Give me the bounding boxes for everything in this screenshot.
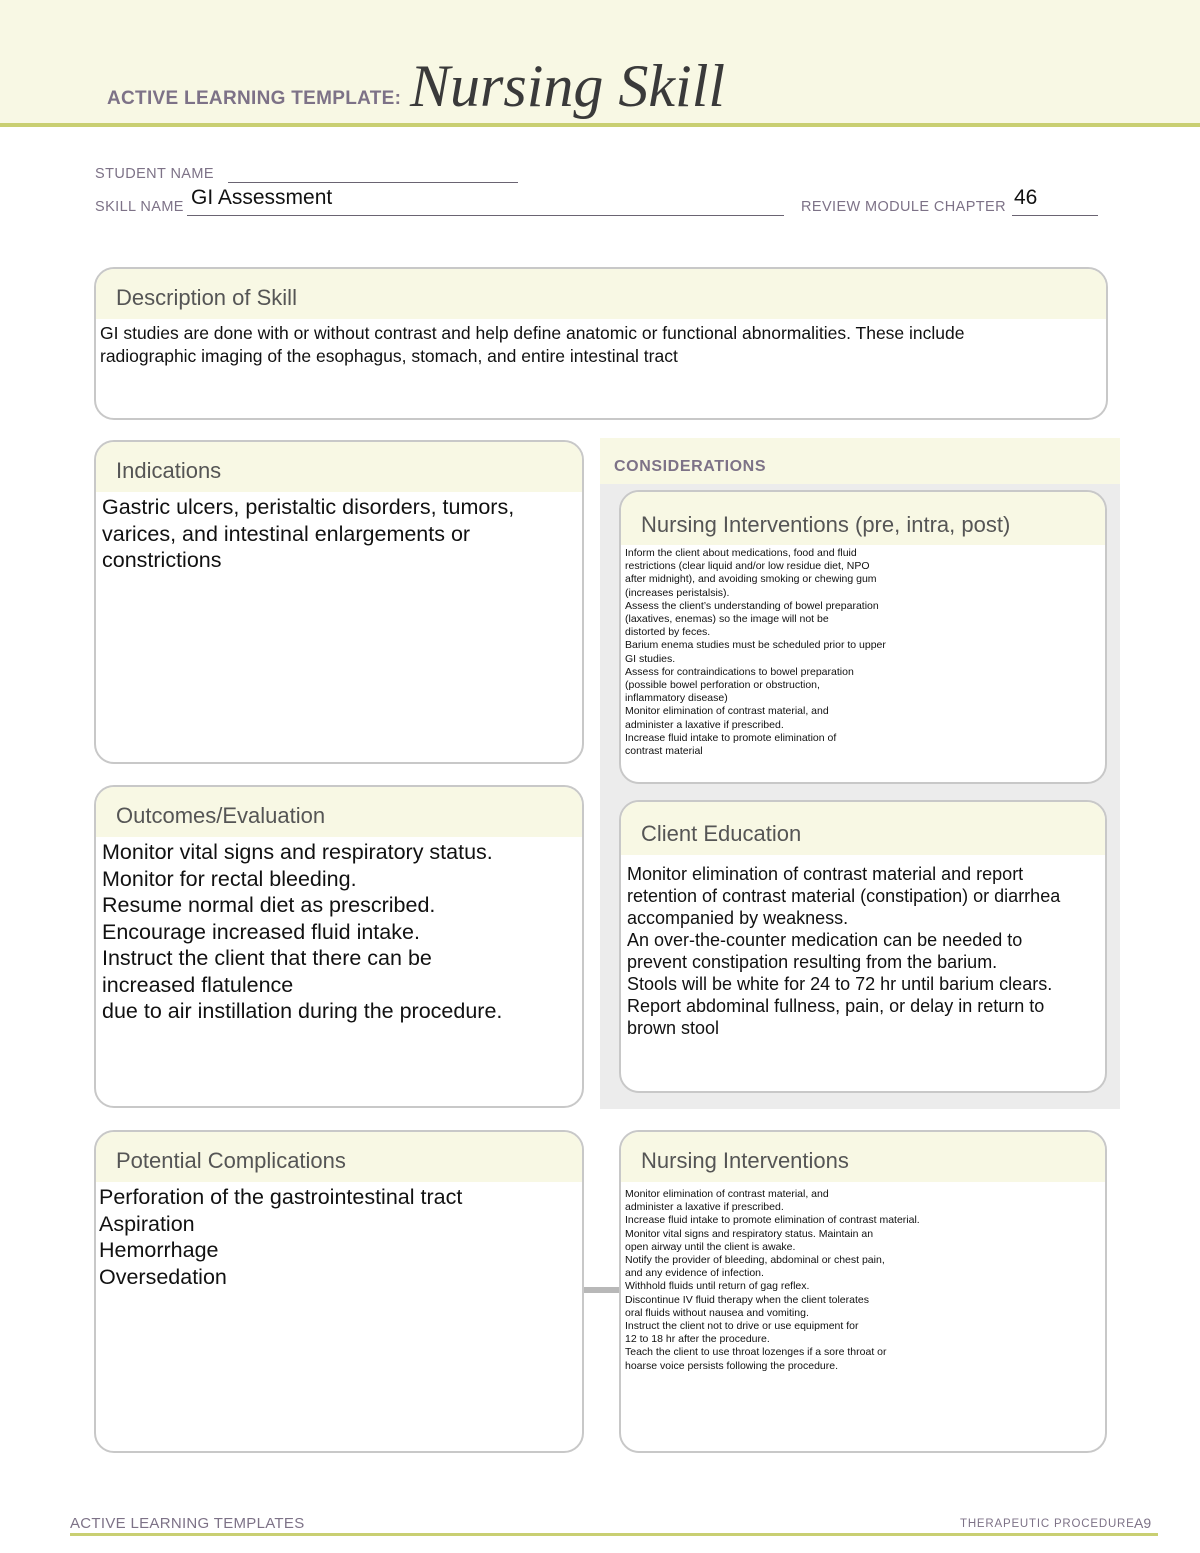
nursing-interventions-pip-box <box>619 490 1107 784</box>
client-education-box <box>619 800 1107 1093</box>
nursing-interventions-box <box>619 1130 1107 1453</box>
footer-right-label: THERAPEUTIC PROCEDURE <box>960 1518 1135 1530</box>
student-name-label: STUDENT NAME <box>95 166 214 182</box>
nursing-interventions-pip-text[interactable]: Inform the client about medications, food and fluid restrictions (clear liquid and/or low residue diet, NPO after midnight), and avoiding smoking or chewing gum (increases peristalsis). Assess the client’s understanding of bowel preparation (laxatives, enemas) so the image will not be distorted by feces. Barium enema studies must be scheduled prior to upper GI studies. Assess for contraindications to bowel preparation (possible bowel perforation or obstruction, inflammatory disease) Monitor elimination of contrast material, and administer a laxative if prescribed. Increase fluid intake to promote elimination of contrast material <box>625 547 886 758</box>
student-name-field[interactable] <box>228 166 518 183</box>
complications-text[interactable]: Perforation of the gastrointestinal tract Aspiration Hemorrhage Oversedation <box>99 1185 463 1289</box>
description-heading: Description of Skill <box>96 269 1106 319</box>
considerations-heading: CONSIDERATIONS <box>614 458 767 475</box>
client-education-text[interactable]: Monitor elimination of contrast material and report retention of contrast material (constipation) or diarrhea accompanied by weakness. An over-the-counter medication can be needed to prevent constipation resulting from the barium. Stools will be white for 24 to 72 hr until barium clears. Report abdominal fullness, pain, or delay in return to brown stool <box>627 864 1061 1038</box>
footer-page-number: A9 <box>1134 1515 1152 1531</box>
nursing-interventions-pip-heading: Nursing Interventions (pre, intra, post) <box>621 492 1105 545</box>
description-text[interactable]: GI studies are done with or without contrast and help define anatomic or functional abnormalities. These include radiographic imaging of the esophagus, stomach, and entire intestinal tract <box>100 323 965 366</box>
skill-name-label: SKILL NAME <box>95 199 184 215</box>
nursing-interventions-text[interactable]: Monitor elimination of contrast material, and administer a laxative if prescribed. Increase fluid intake to promote elimination of contrast material. Monitor vital signs and respiratory status. Maintain an open airway until the client is awake. Notify the provider of bleeding, abdominal or chest pain, and any evidence of infection. Withhold fluids until return of gag reflex. Discontinue IV fluid therapy when the client tolerates oral fluids without nausea and vomiting. Instruct the client not to drive or use equipment for 12 to 18 hr after the procedure. Teach the client to use throat lozenges if a sore throat or hoarse voice persists following the procedure. <box>625 1188 920 1372</box>
outcomes-heading: Outcomes/Evaluation <box>96 787 582 837</box>
client-education-heading: Client Education <box>621 802 1105 855</box>
template-label: ACTIVE LEARNING TEMPLATE: <box>107 88 402 109</box>
skill-name-value: GI Assessment <box>191 186 333 209</box>
nursing-interventions-heading: Nursing Interventions <box>621 1132 1105 1182</box>
outcomes-box <box>94 785 584 1108</box>
connector-bar <box>583 1287 620 1293</box>
chapter-value: 46 <box>1014 186 1038 209</box>
complications-box <box>94 1130 584 1453</box>
outcomes-text[interactable]: Monitor vital signs and respiratory status. Monitor for rectal bleeding. Resume normal diet as prescribed. Encourage increased fluid intake. Instruct the client that there can be increased flatulence due to air instillation during the procedure. <box>102 840 503 1023</box>
indications-heading: Indications <box>96 442 582 492</box>
description-box <box>94 267 1108 420</box>
footer-divider <box>70 1533 1158 1536</box>
indications-text[interactable]: Gastric ulcers, peristaltic disorders, tumors, varices, and intestinal enlargements or constrictions <box>102 495 515 572</box>
page-title: Nursing Skill <box>410 53 726 119</box>
footer-left-label: ACTIVE LEARNING TEMPLATES <box>70 1515 305 1532</box>
complications-heading: Potential Complications <box>96 1132 582 1182</box>
indications-box <box>94 440 584 764</box>
header-divider <box>0 123 1200 127</box>
chapter-label: REVIEW MODULE CHAPTER <box>801 199 1006 215</box>
